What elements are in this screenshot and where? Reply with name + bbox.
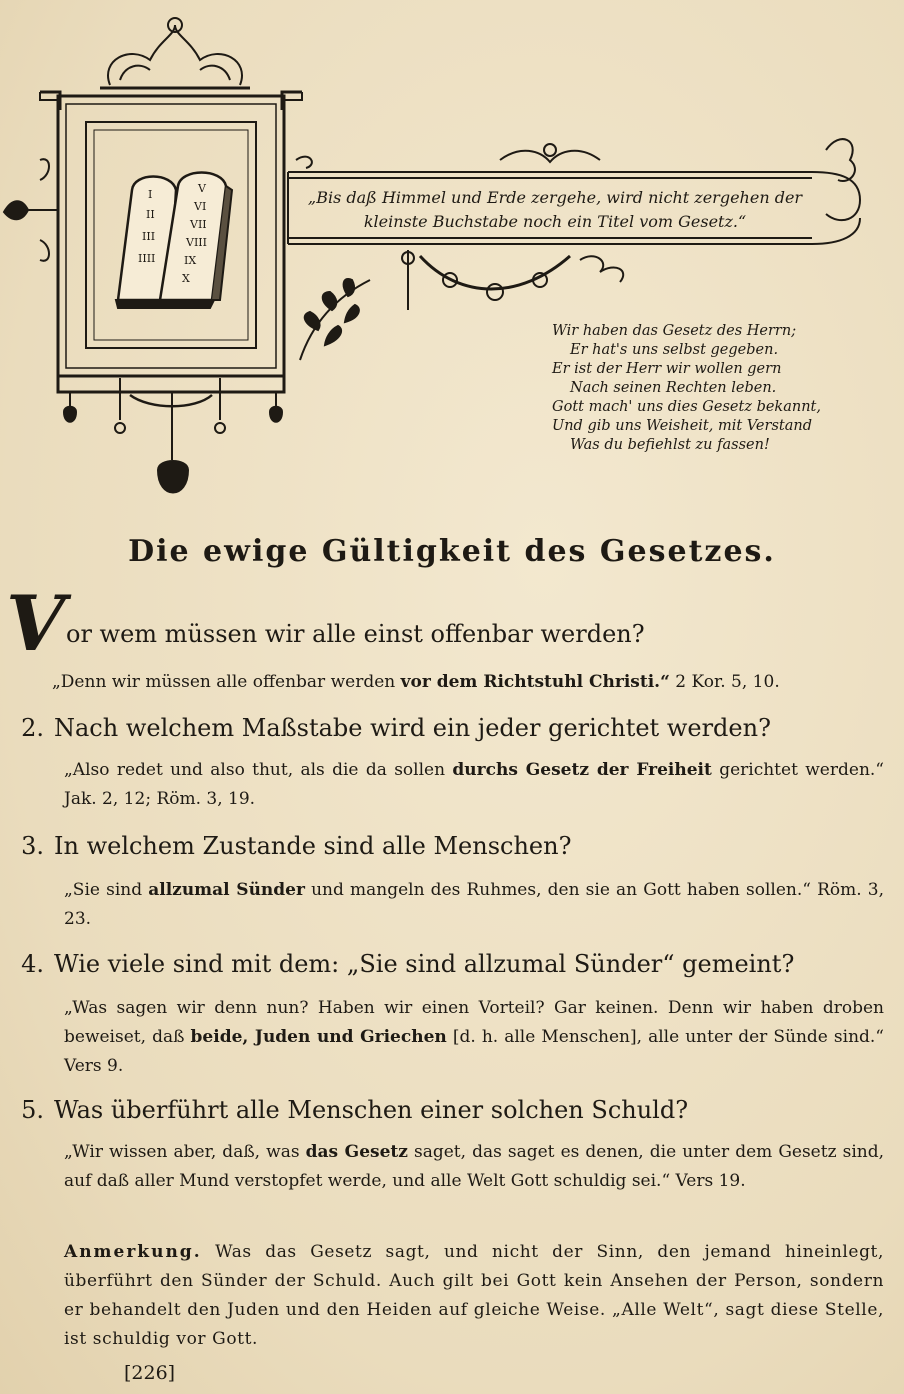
answer-text: saget, das saget es denen, die unter dem Gesetz sind, auf daß aller Mund verstopfet werde, und alle Welt Gott schuldig sei.“ Vers 19. [64,1142,884,1191]
tablet-numeral: II [146,208,155,221]
remark-text: Was das Gesetz sagt, und nicht der Sinn, den jemand hineinlegt, überführt den Sünder der Schuld. Auch gilt bei Gott kein Ansehen der Person, sondern er behandelt den Juden und den Heiden auf gleiche Weise. „Alle Welt“, sagt diese Stelle, ist schuldig vor Gott. [64,1242,884,1349]
answer-emphasis: das Gesetz [305,1142,408,1162]
remark-paragraph [64,1238,884,1354]
answer-1 [52,668,892,697]
poem-line: Wir haben das Gesetz des Herrn; [552,323,797,339]
answer-2 [0,756,904,814]
question-5 [0,1094,904,1126]
banner-quote: „Bis daß Himmel und Erde zergehe, wird nicht zergehen der kleinste Buchstabe noch ein Titel vom Gesetz.“ [307,188,803,231]
question-4 [0,948,904,980]
answer-text: „Wir wissen aber, daß, was [64,1142,306,1162]
question-number: 3. [21,832,44,860]
question-block-3 [0,830,904,934]
answer-5 [0,1138,904,1196]
answer-3 [0,876,904,934]
tablet-numeral: V [198,182,206,195]
question-number: 4. [21,950,44,978]
answer-emphasis: beide, Juden und Griechen [190,1027,447,1047]
question-3 [0,830,904,862]
question-2 [0,712,904,744]
tablet-numeral: VI [194,200,207,213]
tablet-numeral: III [142,230,156,243]
answer-text: „Sie sind [64,880,149,900]
tablet-numeral: IIII [138,252,156,265]
drop-cap: V [6,579,65,668]
poem-line: Und gib uns Weisheit, mit Verstand [552,418,812,434]
question-text: Was überführt alle Menschen einer solchen Schuld? [54,1096,689,1124]
question-text: In welchem Zustande sind alle Menschen? [54,832,572,860]
tablet-numeral: VII [190,218,207,231]
answer-text: und mangeln des Ruhmes, den sie an Gott haben sollen.“ Röm. 3, 23. [64,880,884,929]
answer-text: „Was sagen wir denn nun? Haben wir einen Vorteil? Gar keinen. Denn wir haben droben beweiset, daß [64,998,884,1047]
poem-line: Er hat's uns selbst gegeben. [570,342,779,358]
tablet-numeral: VIII [186,236,207,249]
tablet-numeral: X [182,272,190,285]
poem-line: Gott mach' uns dies Gesetz bekannt, [552,399,821,415]
question-block-4 [0,948,904,1081]
hymn-verse [552,322,842,455]
answer-text: „Denn wir müssen alle offenbar werden [52,672,401,692]
answer-4 [0,994,904,1081]
question-block-2 [0,712,904,814]
question-number: 5. [21,1096,44,1124]
question-number: 2. [21,714,44,742]
poem-line: Nach seinen Rechten leben. [570,380,777,396]
poem-line: Was du befiehlst zu fassen! [570,437,770,453]
question-1: or wem müssen wir alle einst offenbar werden? [66,620,645,648]
answer-emphasis: durchs Gesetz der Freiheit [452,760,712,780]
answer-emphasis: allzumal Sünder [148,880,305,900]
answer-emphasis: vor dem Richtstuhl Christi.“ [400,672,670,692]
answer-text: [d. h. alle Menschen], alle unter der Sünde sind.“ Vers 9. [64,1027,884,1076]
answer-text: gerichtet werden.“ Jak. 2, 12; Röm. 3, 19. [64,760,884,809]
page-title: Die ewige Gültigkeit des Gesetzes. [128,534,776,569]
question-text: Wie viele sind mit dem: „Sie sind allzumal Sünder“ gemeint? [54,950,795,978]
tablet-numeral: I [148,188,153,201]
question-block-5 [0,1094,904,1196]
answer-text: „Also redet und also thut, als die da sollen [64,760,453,780]
question-text: Nach welchem Maßstabe wird ein jeder gerichtet werden? [54,714,771,742]
tablet-numeral: IX [184,254,197,267]
remark-label: Anmerkung. [64,1242,202,1262]
page-number: [226] [124,1362,176,1384]
answer-reference: 2 Kor. 5, 10. [669,672,780,692]
poem-line: Er ist der Herr wir wollen gern [552,361,782,377]
